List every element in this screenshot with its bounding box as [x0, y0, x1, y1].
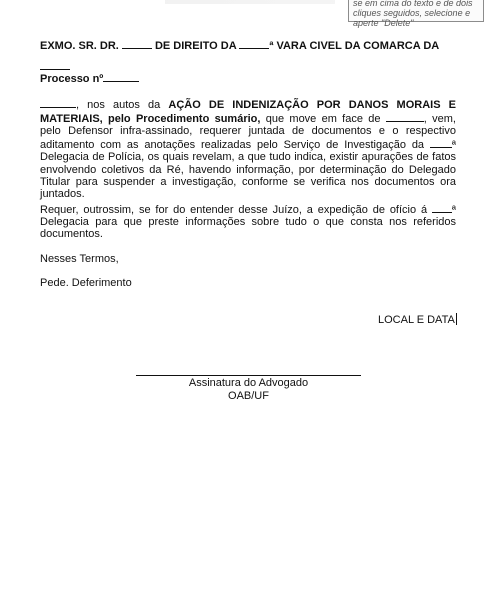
faded-header-text: [165, 0, 335, 4]
note-line-3: aperte "Delete": [353, 18, 414, 28]
paragraph-2-text-2: ª Delegacia para que preste informações sobre tudo o que consta nos referidos documentos.: [40, 203, 456, 241]
closing-request: Pede. Deferimento: [40, 277, 132, 289]
signature-line: [136, 375, 361, 376]
note-line-2: cliques seguidos, selecione e: [353, 8, 471, 18]
process-number-line: [40, 71, 139, 86]
district-blank: [40, 59, 70, 70]
action-title: AÇÃO DE INDENIZAÇÃO POR DANOS MORAIS E MATERIAIS, pelo Procedimento sumário,: [40, 98, 456, 125]
court-number-blank: [239, 38, 269, 49]
judge-blank: [122, 38, 152, 49]
process-number-blank: [103, 71, 139, 82]
paragraph-2: [40, 202, 456, 241]
plaintiff-blank: [40, 97, 76, 108]
instruction-note-box: [348, 0, 484, 28]
defendant-blank: [386, 111, 424, 122]
delegacy-blank: [432, 202, 452, 213]
heading-part-3: ª VARA CIVEL DA COMARCA DA: [269, 40, 440, 52]
local-date-text: LOCAL E DATA: [378, 314, 455, 326]
paragraph-1: [40, 97, 456, 200]
process-label: Processo nº: [40, 72, 104, 85]
paragraph-1-text-1: , nos autos da: [76, 98, 161, 111]
signature-name: Assinatura do Advogado: [188, 377, 309, 389]
heading-part-2: DE DIREITO DA: [154, 40, 237, 52]
paragraph-1-text-4: , vem, pelo Defensor infra-assinado, requerer juntada de documentos e o respectivo aditamento com as anotações realizadas pelo Serviço de Investigação da: [40, 112, 456, 152]
heading-part-1: EXMO. SR. DR.: [40, 40, 119, 52]
closing-terms: Nesses Termos,: [40, 253, 119, 265]
signature-oab: OAB/UF: [228, 390, 269, 402]
signature-block: [136, 377, 361, 403]
paragraph-1-text-5: ª Delegacia de Polícia, os quais revelam, a que tudo indica, existir apurações de fatos envolvendo coletivos da Ré, havendo informação, por determinação do Delegado Titular para suspender a investigação, conforme se verifica nos documentos ora juntados.: [40, 139, 456, 201]
police-station-blank: [430, 137, 452, 148]
note-line-1: se em cima do texto e de dois: [353, 0, 473, 8]
text-cursor: [456, 313, 457, 325]
paragraph-2-text-1: Requer, outrossim, se for do entender desse Juízo, a expedição de ofício á: [40, 203, 428, 216]
paragraph-1-text-3: que move em face de: [265, 112, 381, 125]
local-and-date: [378, 313, 457, 327]
